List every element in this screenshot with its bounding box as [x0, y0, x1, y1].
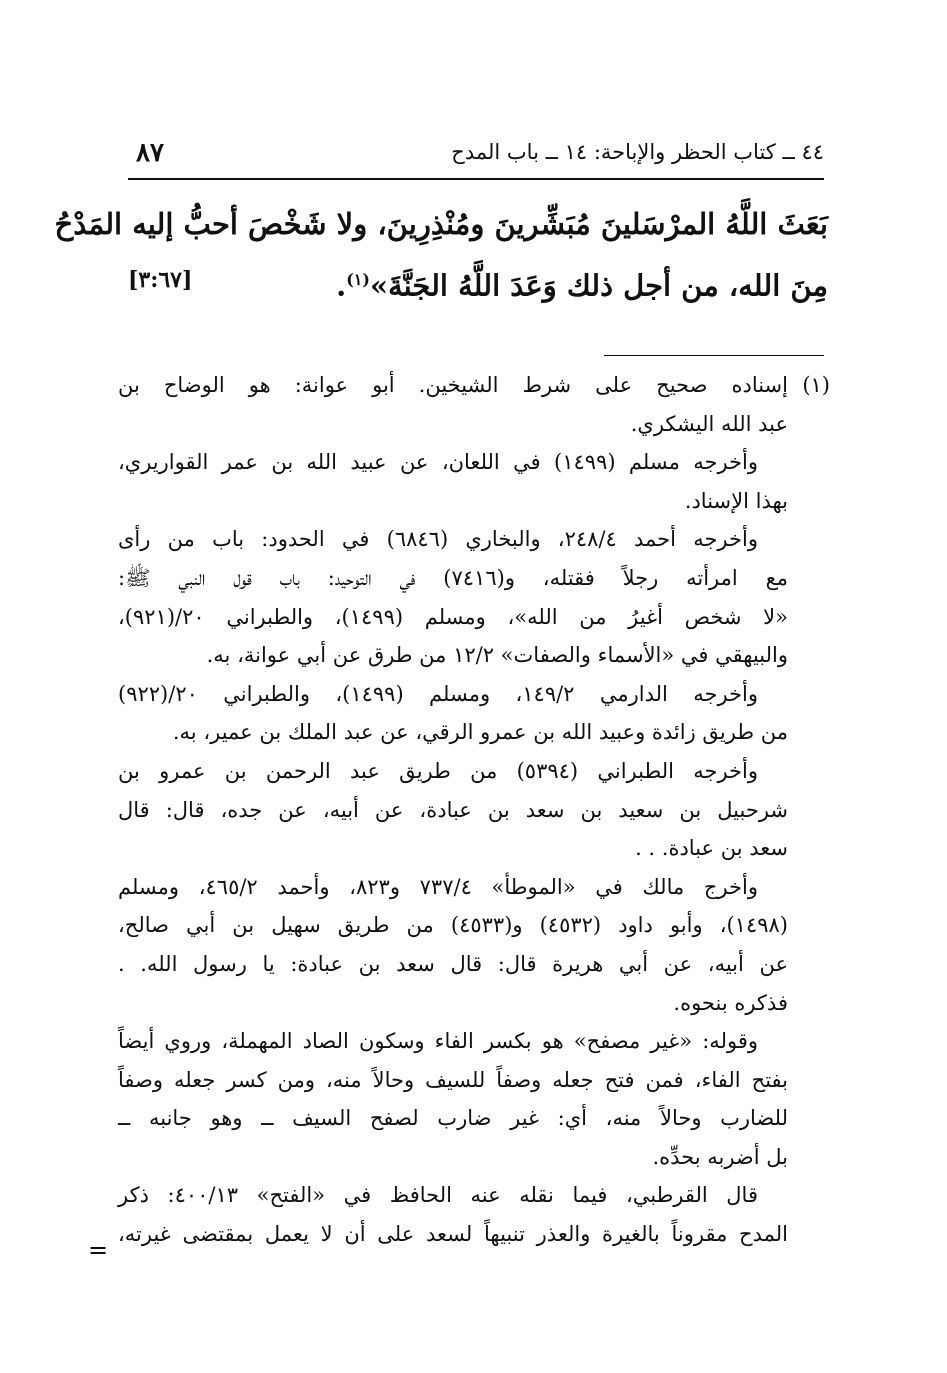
chapter-title: ٤٤ ــ كتاب الحظر والإباحة: ١٤ ــ باب المدح: [451, 140, 824, 164]
footnote-line: إسناده صحيح على شرط الشيخين. أبو عوانة: هو الوضاح بن: [118, 373, 788, 397]
footnote-line: بهذا الإسناد.: [684, 488, 788, 513]
footnote-paragraph: [118, 868, 788, 1022]
footnote-line: «لا شخص أغيرُ من الله»، ومسلم (١٤٩٩)، والطبراني ٢٠/(٩٢١)،: [118, 604, 788, 629]
footnote-paragraph: [118, 1176, 788, 1253]
footnote-line: وقوله: «غير مصفح» هو بكسر الفاء وسكون الصاد المهملة، وروي أيضاً: [118, 1029, 758, 1054]
footnote-line: مع امرأته رجلاً فقتله، و(٧٤١٦) في التوحيد: باب قول النبي ﷺ:: [118, 565, 788, 590]
hadith-text: [54, 196, 828, 314]
hadith-line: بَعَثَ اللَّهُ المرْسَلينَ مُبَشِّرينَ ومُنْذِرِينَ، ولا شَخْصَ أحبُّ إليه المَدْحُ: [54, 207, 828, 241]
footnote-marker: (١): [346, 270, 370, 289]
footnote-paragraph: [118, 520, 788, 674]
hadith-line-text: مِنَ الله، من أجل ذلك وَعَدَ اللَّهُ الجَنَّةَ»: [369, 268, 828, 303]
footnote-line: (١٤٩٨)، وأبو داود (٤٥٣٢) و(٤٥٣٣) من طريق سهيل بن أبي صالح،: [118, 913, 788, 938]
footnote-paragraph: [118, 1022, 788, 1176]
footnote-paragraph: [118, 366, 788, 443]
footnote-line: سعد بن عبادة. . .: [635, 836, 788, 861]
footnote-separator: [604, 355, 824, 356]
footnote-body: [118, 366, 788, 1254]
footnote-line: شرحبيل بن سعيد بن سعد بن عبادة، عن أبيه، عن جده، قال: قال: [118, 797, 788, 822]
source-reference: [٣:٦٧]: [128, 267, 193, 293]
footnote-number: (١): [802, 373, 830, 397]
footnote-line: وأخرجه مسلم (١٤٩٩) في اللعان، عن عبيد الله بن عمر القواريري،: [118, 450, 758, 475]
footnotes: [118, 366, 830, 1254]
footnote-line: وأخرجه أحمد ٢٤٨/٤، والبخاري (٦٨٤٦) في الحدود: باب من رأى: [118, 527, 758, 552]
footnote-line: المدح مقروناً بالغيرة والعذر تنبيهاً لسعد على أن لا يعمل بمقتضى غيرته،: [118, 1222, 788, 1247]
footnote-line: وأخرجه الدارمي ١٤٩/٢، ومسلم (١٤٩٩)، والطبراني ٢٠/(٩٢٢): [118, 681, 759, 706]
hadith-line-last: [128, 252, 828, 314]
footnote-line: وأخرجه الطبراني (٥٣٩٤) من طريق عبد الرحمن بن عمرو بن: [118, 758, 758, 783]
running-header: [128, 138, 824, 176]
end-punctuation: .: [336, 268, 347, 303]
footnote-line: والبيهقي في «الأسماء والصفات» ١٢/٢ من طرق عن أبي عوانة، به.: [206, 643, 788, 668]
footnote-line: قال القرطبي، فيما نقله عنه الحافظ في «الفتح» ٤٠٠/١٣: ذكر: [118, 1183, 758, 1208]
page-number: ٨٧: [136, 138, 164, 168]
footnote-line: عن أبيه، عن أبي هريرة قال: قال سعد بن عبادة: يا رسول الله. .: [118, 951, 788, 976]
header-divider: [128, 178, 824, 180]
footnote-paragraph: [118, 443, 788, 520]
footnote-line: بفتح الفاء، فمن فتح جعله وصفاً للسيف وحالاً منه، ومن كسر جعله وصفاً: [118, 1067, 788, 1092]
footnote-line: للضارب وحالاً منه، أي: غير ضارب لصفح السيف ــ وهو جانبه ــ: [118, 1106, 788, 1131]
footnote-line: عبد الله اليشكري.: [630, 411, 788, 436]
footnote-line: فذكره بنحوه.: [673, 990, 788, 1015]
footnote-paragraph: [118, 752, 788, 868]
footnote-paragraph: [118, 675, 788, 752]
footnote-line: من طريق زائدة وعبيد الله بن عمرو الرقي، عن عبد الملك بن عمير، به.: [172, 720, 788, 745]
footnote-line: وأخرج مالك في «الموطأ» ٧٣٧/٤ و٨٢٣، وأحمد ٤٦٥/٢، ومسلم: [118, 874, 758, 899]
continuation-mark: =: [88, 1236, 109, 1264]
footnote-line: بل أضربه بحدِّه.: [652, 1144, 788, 1169]
